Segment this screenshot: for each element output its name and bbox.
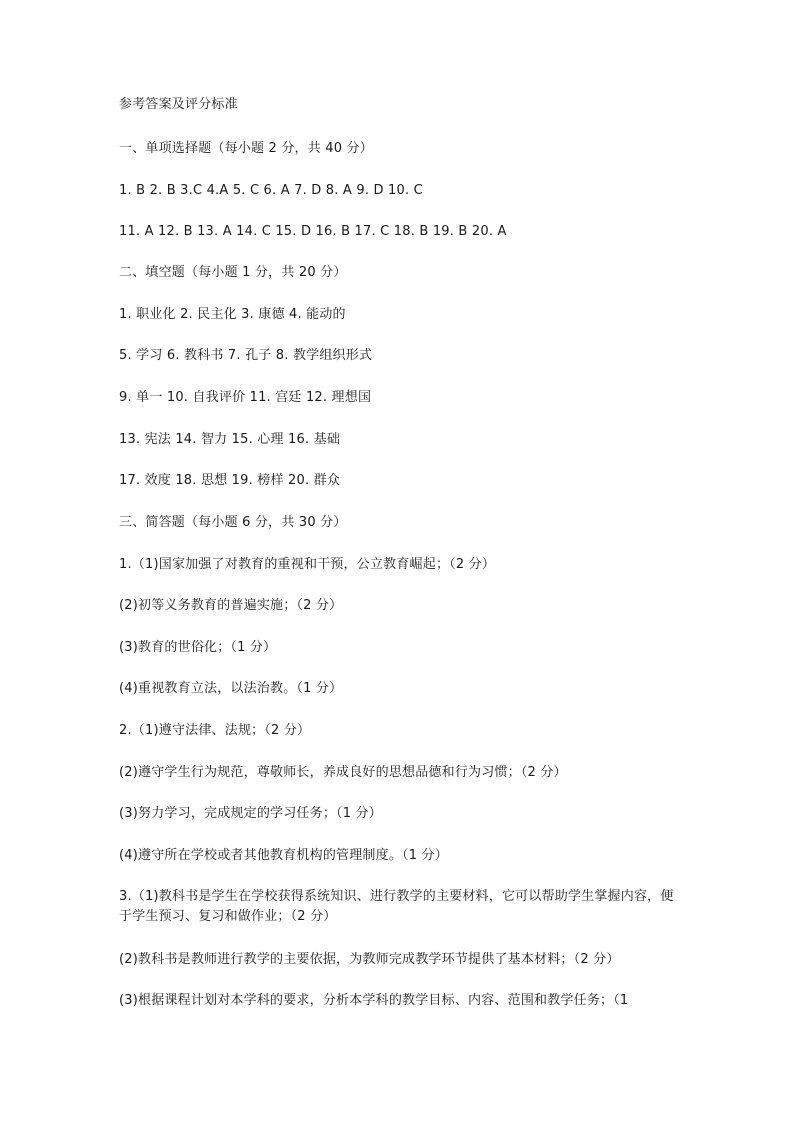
section1-answers-row2: 11. A 12. B 13. A 14. C 15. D 16. B 17. C 18. B 19. B 20. A	[119, 224, 507, 239]
q3-point2: (2)教科书是教师进行教学的主要依据，为教师完成教学环节提供了基本材料；（2 分）	[119, 952, 620, 967]
q2-point3: (3)努力学习，完成规定的学习任务；（1 分）	[119, 806, 382, 821]
q1-point1: 1.（1)国家加强了对教育的重视和干预，公立教育崛起；（2 分）	[119, 557, 496, 572]
section2-answers-row4: 13. 宪法 14. 智力 15. 心理 16. 基础	[119, 432, 341, 447]
section2-answers-row3: 9. 单一 10. 自我评价 11. 宫廷 12. 理想国	[119, 390, 372, 405]
section2-answers-row1: 1. 职业化 2. 民主化 3. 康德 4. 能动的	[119, 307, 346, 322]
section2-answers-row2: 5. 学习 6. 教科书 7. 孔子 8. 教学组织形式	[119, 348, 373, 363]
q3-point1: 3.（1)教科书是学生在学校获得系统知识、进行教学的主要材料，它可以帮助学生掌握内容，便于学生预习、复习和做作业；（2 分）	[119, 889, 674, 924]
q2-point1: 2.（1)遵守法律、法规；（2 分）	[119, 723, 311, 738]
section1-heading: 一、单项选择题（每小题 2 分，共 40 分）	[119, 141, 373, 156]
q1-point4: (4)重视教育立法，以法治教。（1 分）	[119, 681, 343, 696]
section3-heading: 三、简答题（每小题 6 分，共 30 分）	[119, 515, 347, 530]
q3-point3: (3)根据课程计划对本学科的要求，分析本学科的教学目标、内容、范围和教学任务；（1	[119, 993, 629, 1008]
section2-answers-row5: 17. 效度 18. 思想 19. 榜样 20. 群众	[119, 473, 341, 488]
q1-point3: (3)教育的世俗化；（1 分）	[119, 640, 277, 655]
document-title: 参考答案及评分标准	[119, 97, 238, 112]
section1-answers-row1: 1. B 2. B 3.C 4.A 5. C 6. A 7. D 8. A 9. D 10. C	[119, 183, 423, 198]
q2-point4: (4)遵守所在学校或者其他教育机构的管理制度。（1 分）	[119, 848, 448, 863]
q2-point2: (2)遵守学生行为规范，尊敬师长，养成良好的思想品德和行为习惯；（2 分）	[119, 765, 567, 780]
q1-point2: (2)初等义务教育的普遍实施；（2 分）	[119, 598, 343, 613]
section2-heading: 二、填空题（每小题 1 分，共 20 分）	[119, 265, 347, 280]
